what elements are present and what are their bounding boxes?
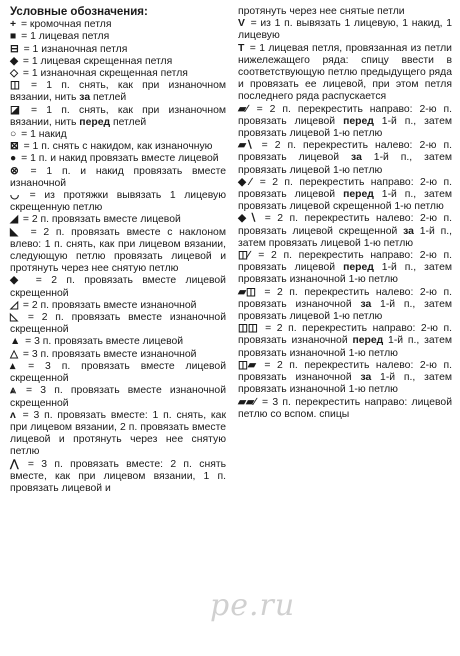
legend-entry	[10, 214, 226, 226]
legend-entry-text: = 3 п. провязать вместе изнаночной	[20, 348, 197, 360]
legend-entry	[238, 250, 452, 287]
legend-entry-text: = 3 п. провязать вместе изнаночной скрещенной	[10, 385, 226, 409]
legend-entry-text: = 3 п. провязать вместе лицевой	[22, 336, 184, 348]
legend-entry	[10, 349, 226, 361]
legend-entry	[10, 312, 226, 336]
legend-entry	[10, 129, 226, 141]
legend-entry-text: = 2 п. провязать вместе изнаночной скрещенной	[10, 312, 226, 336]
legend-entry-tail: 1-й п., затем провязать лицевой 1-ю петлю	[238, 225, 452, 249]
legend-entry-text: = 3 п. провязать вместе: 1 п. снять, как при лицевом вязании, 2 п. провязать вместе лицевой и протянуть через нее снятую петлю	[10, 409, 226, 458]
stitch-symbol-icon: +	[10, 19, 17, 31]
stitch-symbol-icon: ⋀	[10, 458, 19, 470]
stitch-symbol-icon: T	[238, 42, 245, 54]
legend-entry-text: = 2 п. провязать вместе лицевой скрещенной	[10, 275, 226, 299]
legend-entry-text: = 1 лицевая петля	[18, 31, 110, 43]
legend-entry-tail: 1-й п., затем провязать лицевой 1-ю петлю	[238, 298, 452, 323]
stitch-symbol-icon: △	[10, 348, 18, 360]
legend-entry	[10, 105, 226, 129]
legend-entry-emphasis: перед	[343, 189, 374, 201]
stitch-symbol-icon: ◆	[10, 55, 18, 67]
stitch-symbol-icon: ◫◫	[238, 323, 258, 335]
legend-entry	[10, 227, 226, 276]
legend-entry-tail: 1-й п., затем провязать изнаночной 1-ю петлю	[238, 372, 452, 396]
legend-heading: Условные обозначения:	[10, 6, 148, 18]
legend-entry-text: = 2 п. провязать вместе с наклоном влево: 1 п. снять, как при лицевом вязании, следующую петлю провязать лицевой и протянуть через нее снятую петлю	[10, 226, 226, 275]
legend-entry-text: = 2 п. перекрестить налево: 2-ю п. провязать лицевой скрещенной	[238, 213, 452, 237]
legend-entry-text: = 3 п. провязать вместе: 2 п. снять вместе, как при лицевом вязании, 1 п. провязать лицевой и	[10, 458, 226, 494]
legend-entry	[10, 275, 226, 299]
legend-entry-emphasis: за	[403, 225, 414, 237]
stitch-symbol-icon: ⊠	[10, 141, 19, 153]
legend-entry-text: протянуть через нее снятые петли	[238, 6, 405, 17]
legend-entry-text: = 2 п. перекрестить направо: 2-ю п. провязать лицевой	[238, 103, 452, 127]
legend-entry	[10, 56, 226, 68]
legend-entry	[10, 190, 226, 214]
legend-entry-text: = 2 п. перекрестить направо: 2-ю п. провязать лицевой	[238, 250, 452, 274]
stitch-symbol-icon: ⊟	[10, 43, 19, 55]
stitch-symbol-icon: ⩓	[10, 385, 16, 397]
legend-entry-text: = 2 п. перекрестить налево: 2-ю п. провязать лицевой	[238, 140, 452, 164]
legend-entry	[10, 361, 226, 385]
legend-entry-emphasis: за	[351, 152, 362, 164]
legend-entry	[10, 141, 226, 153]
stitch-symbol-icon: ◢	[10, 214, 18, 226]
legend-column-right	[238, 6, 452, 656]
legend-entry-tail: 1-й п., затем провязать лицевой скрещенной 1-ю петлю	[238, 189, 452, 213]
legend-entry-text: = 2 п. перекрестить налево: 2-ю п. провязать изнаночной	[238, 286, 452, 310]
legend-entry	[238, 104, 452, 141]
legend-entry-text: = 1 изнаночная скрещенная петля	[20, 68, 188, 80]
legend-entry-text: = 2 п. перекрестить направо: 2-ю п. провязать лицевой	[238, 176, 452, 201]
legend-entry	[10, 44, 226, 56]
legend-entry	[238, 6, 452, 18]
legend-entry-text: = 1 изнаночная петля	[20, 43, 128, 55]
legend-entry-tail: 1-й п., затем провязать лицевой 1-ю петлю	[238, 115, 452, 140]
legend-entry-text: = из 1 п. вывязать 1 лицевую, 1 накид, 1 лицевую	[238, 18, 452, 42]
stitch-symbol-icon: ○	[10, 129, 17, 141]
legend-entry	[238, 140, 452, 177]
stitch-symbol-icon: V	[238, 18, 245, 30]
legend-column-left	[10, 6, 226, 656]
legend-entry	[10, 300, 226, 312]
legend-entry-text: = кромочная петля	[18, 19, 112, 31]
legend-entry-text: = 1 п. снять с накидом, как изнаночную	[20, 141, 213, 153]
legend-entry-tail: петлей	[90, 92, 127, 104]
stitch-symbol-icon: ◆	[10, 275, 25, 287]
stitch-symbol-icon: ◆∖	[238, 213, 257, 225]
stitch-symbol-icon: ■	[10, 31, 17, 43]
stitch-symbol-icon: ▲	[10, 336, 21, 348]
legend-entry	[238, 397, 452, 421]
legend-entry-text: = 2 п. перекрестить налево: 2-ю п. провязать изнаночной	[238, 359, 452, 384]
legend-entry	[10, 336, 226, 348]
legend-entry-text: = 1 п. снять, как при изнаночном вязании, нить	[10, 80, 226, 104]
stitch-symbol-icon: ▴	[10, 360, 16, 372]
legend-entry	[10, 166, 226, 190]
legend-entry-emphasis: перед	[343, 262, 374, 274]
stitch-symbol-icon: ◫▰	[238, 359, 256, 371]
stitch-symbol-icon: ◡	[10, 190, 20, 202]
legend-entry	[238, 360, 452, 397]
stitch-symbol-icon: ◫	[10, 80, 20, 92]
legend-entry	[238, 323, 452, 360]
stitch-symbol-icon: ◺	[10, 312, 18, 324]
stitch-symbol-icon: ▰▰∕	[238, 396, 256, 408]
legend-entry	[238, 177, 452, 214]
legend-entry-text: = 3 п. перекрестить направо: лицевой петлю со вспом. спицы	[238, 396, 452, 420]
stitch-symbol-icon: ◪	[10, 104, 20, 116]
stitch-symbol-icon: ▰∕	[238, 103, 248, 115]
legend-list-right	[238, 6, 452, 421]
legend-entry-tail: петлей	[110, 116, 147, 128]
legend-entry-emphasis: перед	[352, 335, 384, 347]
legend-entry-emphasis: за	[79, 92, 91, 104]
legend-entry-emphasis: перед	[343, 115, 374, 127]
legend-entry	[10, 385, 226, 409]
legend-entry-emphasis: перед	[79, 116, 111, 128]
legend-entry	[238, 213, 452, 250]
legend-entry	[10, 80, 226, 104]
legend-entry-text: = 2 п. перекрестить направо: 2-ю п. провязать изнаночной	[238, 323, 452, 347]
stitch-symbol-icon: ◆∕	[238, 176, 252, 188]
legend-entry-tail: 1-й п., затем провязать лицевой 1-ю петлю	[238, 152, 452, 176]
stitch-symbol-icon: ▰∖	[238, 140, 253, 152]
legend-entry	[238, 18, 452, 42]
legend-entry	[10, 68, 226, 80]
legend-entry-text: = 1 накид	[18, 129, 67, 141]
stitch-symbol-icon: ●	[10, 153, 17, 165]
stitch-symbol-icon: ʌ	[10, 409, 16, 421]
legend-entry	[10, 31, 226, 43]
stitch-symbol-icon: ⊗	[10, 165, 19, 177]
stitch-symbol-icon: ◇	[10, 68, 18, 80]
legend-entry	[10, 410, 226, 459]
legend-entry-text: = 1 лицевая петля, провязанная из петли нижележащего ряда: спицу ввести в соответствующую петлю предыдущего ряда и провязать ее лицевой, при этом петля последнего ряда распускается	[238, 42, 452, 103]
legend-entry-tail: 1-й п., затем провязать изнаночной 1-ю петлю	[238, 335, 453, 359]
stitch-symbol-icon: ◿	[10, 299, 18, 311]
legend-entry-tail: 1-й п., затем провязать изнаночной 1-ю петлю	[238, 262, 452, 286]
legend-entry	[10, 19, 226, 31]
legend-list-left	[10, 19, 226, 495]
site-watermark: ре.ru	[210, 588, 296, 623]
stitch-symbol-icon: ▰◫	[238, 286, 256, 298]
legend-entry-text: = 1 п. и накид провязать вместе изнаночной	[10, 165, 226, 189]
legend-entry-emphasis: за	[360, 372, 372, 384]
legend-entry	[10, 459, 226, 496]
legend-entry-text: = из протяжки вывязать 1 лицевую скрещенную петлю	[10, 190, 226, 214]
legend-entry-text: = 1 п. снять, как при изнаночном вязании, нить	[10, 104, 226, 128]
stitch-symbol-icon: ◣	[10, 226, 22, 238]
legend-entry	[238, 287, 452, 324]
legend-entry-text: = 1 лицевая скрещенная петля	[20, 55, 173, 67]
legend-entry	[238, 43, 452, 104]
stitch-symbol-icon: ◫∕	[238, 250, 250, 262]
legend-entry-text: = 3 п. провязать вместе лицевой скрещенной	[10, 360, 226, 385]
legend-entry	[10, 153, 226, 165]
legend-entry-emphasis: за	[360, 298, 372, 310]
legend-entry-text: = 2 п. провязать вместе изнаночной	[20, 299, 197, 311]
legend-entry-text: = 1 п. и накид провязать вместе лицевой	[18, 153, 219, 165]
legend-entry-text: = 2 п. провязать вместе лицевой	[20, 214, 181, 226]
